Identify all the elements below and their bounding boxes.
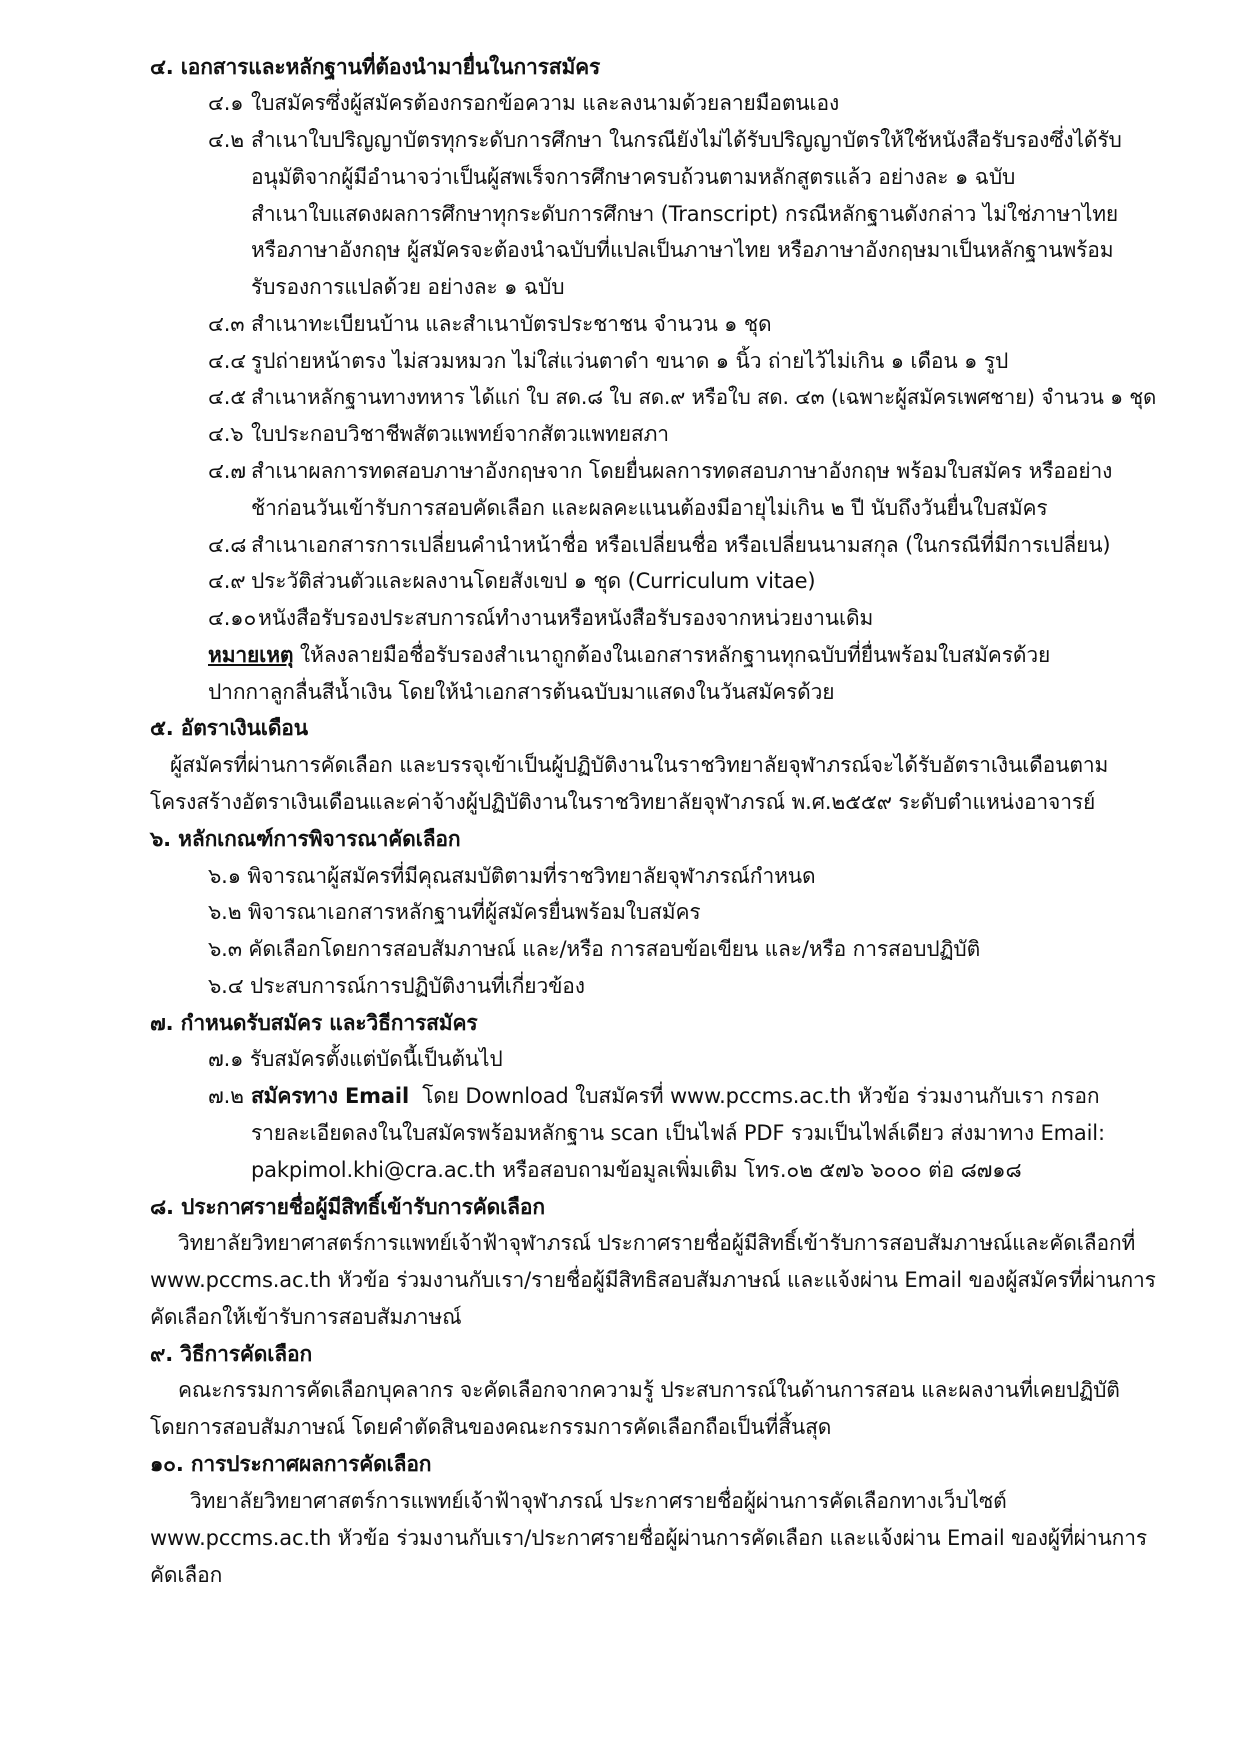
item-4-2-text: สำเนาใบแสดงผลการศึกษาทุกระดับการศึกษา (Transcript) กรณีหลักฐานดังกล่าว ไม่ใช่ภาษาไทย xyxy=(251,202,1119,226)
section-5-heading: ๕. อัตราเงินเดือน xyxy=(150,716,308,740)
item-7-2-line xyxy=(251,1077,1099,1115)
item-4-6-number: ๔.๖ xyxy=(208,422,244,446)
section-4-heading: ๔. เอกสารและหลักฐานที่ต้องนำมายื่นในการสมัคร xyxy=(150,55,601,79)
section-9-paragraph: โดยการสอบสัมภาษณ์ โดยคำตัดสินของคณะกรรมการคัดเลือกถือเป็นที่สิ้นสุด xyxy=(150,1415,832,1439)
item-4-3-number: ๔.๓ xyxy=(208,312,245,336)
item-6-1: ๖.๑ พิจารณาผู้สมัครที่มีคุณสมบัติตามที่ราชวิทยาลัยจุฬาภรณ์กำหนด xyxy=(208,864,816,888)
item-4-2-number: ๔.๒ xyxy=(208,128,244,152)
item-4-9-number: ๔.๙ xyxy=(208,569,246,593)
item-7-1: ๗.๑ รับสมัครตั้งแต่บัดนี้เป็นต้นไป xyxy=(208,1047,503,1071)
item-4-2-text: สำเนาใบปริญญาบัตรทุกระดับการศึกษา ในกรณียังไม่ได้รับปริญญาบัตรให้ใช้หนังสือรับรองซึ่งได้รับ xyxy=(251,128,1122,152)
item-4-1-text: ใบสมัครซึ่งผู้สมัครต้องกรอกข้อความ และลงนามด้วยลายมือตนเอง xyxy=(251,91,840,115)
item-4-7-text: สำเนาผลการทดสอบภาษาอังกฤษจาก โดยยื่นผลการทดสอบภาษาอังกฤษ พร้อมใบสมัคร หรืออย่าง xyxy=(251,459,1113,483)
note-text: ให้ลงลายมือชื่อรับรองสำเนาถูกต้องในเอกสารหลักฐานทุกฉบับที่ยื่นพร้อมใบสมัครด้วย xyxy=(299,643,1051,667)
item-4-2-text: อนุมัติจากผู้มีอำนาจว่าเป็นผู้สพเร็จการศึกษาครบถ้วนตามหลักสูตรแล้ว อย่างละ ๑ ฉบับ xyxy=(251,165,1016,189)
section-9-paragraph: คณะกรรมการคัดเลือกบุคลากร จะคัดเลือกจากความรู้ ประสบการณ์ในด้านการสอน และผลงานที่เคยปฏิบัติ xyxy=(178,1378,1120,1402)
note-text: ปากกาลูกลื่นสีน้ำเงิน โดยให้นำเอกสารต้นฉบับมาแสดงในวันสมัครด้วย xyxy=(208,680,835,704)
item-4-8-number: ๔.๘ xyxy=(208,533,247,557)
item-4-10-text: หนังสือรับรองประสบการณ์ทำงานหรือหนังสือรับรองจากหน่วยงานเดิม xyxy=(258,606,874,630)
section-7-heading: ๗. กำหนดรับสมัคร และวิธีการสมัคร xyxy=(150,1011,478,1035)
item-4-1-number: ๔.๑ xyxy=(208,91,244,115)
section-8-paragraph: วิทยาลัยวิทยาศาสตร์การแพทย์เจ้าฟ้าจุฬาภรณ์ ประกาศรายชื่อผู้มีสิทธิ์เข้ารับการสอบสัมภาษณ์และคัดเลือกที่ xyxy=(178,1231,1136,1255)
item-6-2: ๖.๒ พิจารณาเอกสารหลักฐานที่ผู้สมัครยื่นพร้อมใบสมัคร xyxy=(208,900,701,924)
item-4-2-text: รับรองการแปลด้วย อย่างละ ๑ ฉบับ xyxy=(251,275,565,299)
item-4-5-number: ๔.๕ xyxy=(208,385,247,409)
item-6-4: ๖.๔ ประสบการณ์การปฏิบัติงานที่เกี่ยวข้อง xyxy=(208,974,585,998)
item-7-2-text: รายละเอียดลงในใบสมัครพร้อมหลักฐาน scan เป็นไฟล์ PDF รวมเป็นไฟล์เดียว ส่งมาทาง Email: xyxy=(251,1121,1105,1145)
item-4-3-text: สำเนาทะเบียนบ้าน และสำเนาบัตรประชาชน จำนวน ๑ ชุด xyxy=(251,312,772,336)
item-7-2-text: โดย Download ใบสมัครที่ www.pccms.ac.th หัวข้อ ร่วมงานกับเรา กรอก xyxy=(422,1084,1100,1108)
item-7-2-text: pakpimol.khi@cra.ac.th หรือสอบถามข้อมูลเพิ่มเติม โทร.๐๒ ๕๗๖ ๖๐๐๐ ต่อ ๘๗๑๘ xyxy=(251,1158,1022,1182)
section-6-heading: ๖. หลักเกณฑ์การพิจารณาคัดเลือก xyxy=(150,827,461,851)
section-5-paragraph: โครงสร้างอัตราเงินเดือนและค่าจ้างผู้ปฏิบัติงานในราชวิทยาลัยจุฬาภรณ์ พ.ศ.๒๕๕๙ ระดับตำแหน่งอาจารย์ xyxy=(150,790,1096,814)
section-8-paragraph: www.pccms.ac.th หัวข้อ ร่วมงานกับเรา/รายชื่อผู้มีสิทธิสอบสัมภาษณ์ และแจ้งผ่าน Email ของผู้สมัครที่ผ่านการ xyxy=(150,1268,1156,1292)
section-5-paragraph: ผู้สมัครที่ผ่านการคัดเลือก และบรรจุเข้าเป็นผู้ปฏิบัติงานในราชวิทยาลัยจุฬาภรณ์จะได้รับอัตราเงินเดือนตาม xyxy=(170,753,1109,777)
apply-by-email-label: สมัครทาง Email xyxy=(251,1084,410,1108)
item-4-6-text: ใบประกอบวิชาชีพสัตวแพทย์จากสัตวแพทยสภา xyxy=(251,422,669,446)
item-4-5-text: สำเนาหลักฐานทางทหาร ได้แก่ ใบ สด.๘ ใบ สด.๙ หรือใบ สด. ๔๓ (เฉพาะผู้สมัครเพศชาย) จำนวน ๑ ชุด xyxy=(251,385,1157,409)
item-7-2-number: ๗.๒ xyxy=(208,1084,244,1108)
section-9-heading: ๙. วิธีการคัดเลือก xyxy=(150,1342,313,1366)
section-8-paragraph: คัดเลือกให้เข้ารับการสอบสัมภาษณ์ xyxy=(150,1305,462,1329)
item-4-9-text: ประวัติส่วนตัวและผลงานโดยสังเขป ๑ ชุด (Curriculum vitae) xyxy=(251,569,816,593)
section-10-heading: ๑๐. การประกาศผลการคัดเลือก xyxy=(150,1452,432,1476)
item-4-4-number: ๔.๔ xyxy=(208,349,247,373)
item-4-4-text: รูปถ่ายหน้าตรง ไม่สวมหมวก ไม่ใส่แว่นตาดำ ขนาด ๑ นิ้ว ถ่ายไว้ไม่เกิน ๑ เดือน ๑ รูป xyxy=(251,349,1009,373)
item-4-8-text: สำเนาเอกสารการเปลี่ยนคำนำหน้าชื่อ หรือเปลี่ยนชื่อ หรือเปลี่ยนนามสกุล (ในกรณีที่มีการเปลี่ยน) xyxy=(251,533,1111,557)
item-6-3: ๖.๓ คัดเลือกโดยการสอบสัมภาษณ์ และ/หรือ การสอบข้อเขียน และ/หรือ การสอบปฏิบัติ xyxy=(208,937,981,961)
note-line xyxy=(208,636,1050,674)
item-4-7-text: ช้าก่อนวันเข้ารับการสอบคัดเลือก และผลคะแนนต้องมีอายุไม่เกิน ๒ ปี นับถึงวันยื่นใบสมัคร xyxy=(251,496,1048,520)
section-10-paragraph: www.pccms.ac.th หัวข้อ ร่วมงานกับเรา/ประกาศรายชื่อผู้ผ่านการคัดเลือก และแจ้งผ่าน Email ของผู้ที่ผ่านการ xyxy=(150,1526,1147,1550)
item-4-7-number: ๔.๗ xyxy=(208,459,246,483)
section-10-paragraph: วิทยาลัยวิทยาศาสตร์การแพทย์เจ้าฟ้าจุฬาภรณ์ ประกาศรายชื่อผู้ผ่านการคัดเลือกทางเว็บไซต์ xyxy=(190,1489,1007,1513)
item-4-10-number: ๔.๑๐ xyxy=(208,606,257,630)
section-8-heading: ๘. ประกาศรายชื่อผู้มีสิทธิ์เข้ารับการคัดเลือก xyxy=(150,1195,545,1219)
item-4-2-text: หรือภาษาอังกฤษ ผู้สมัครจะต้องนำฉบับที่แปลเป็นภาษาไทย หรือภาษาอังกฤษมาเป็นหลักฐานพร้อม xyxy=(251,238,1114,262)
section-10-paragraph: คัดเลือก xyxy=(150,1563,223,1587)
note-label: หมายเหตุ xyxy=(208,643,294,667)
